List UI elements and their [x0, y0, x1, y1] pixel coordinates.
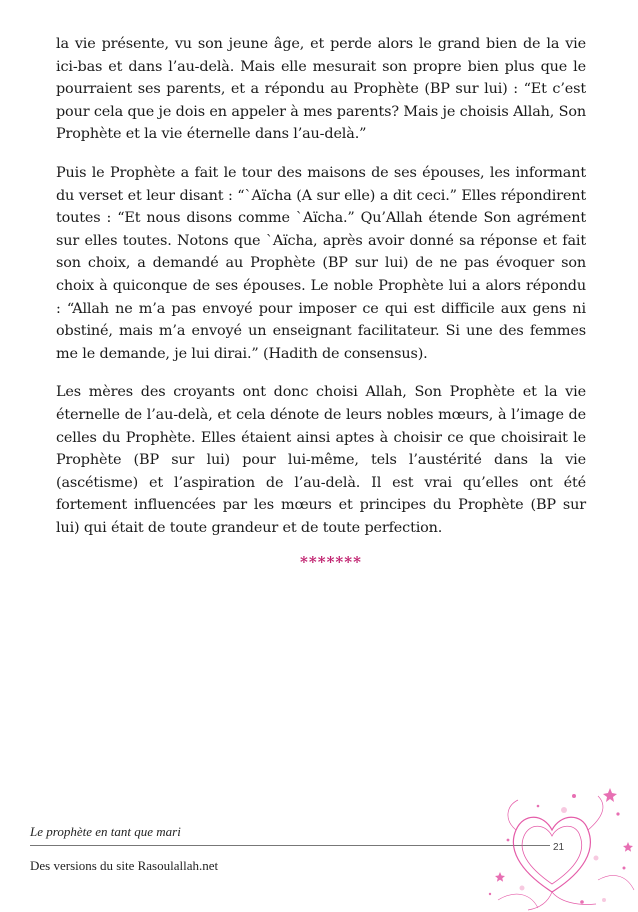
footer-divider [30, 845, 550, 846]
paragraph-1: la vie présente, vu son jeune âge, et perde alors le grand bien de la vie ici-bas et dans l’au-delà. Mais elle mesurait son propre bien plus que le pourraient ses parents, et a répondu au Prophète (BP sur lui) : “Et c’est pour cela que je dois en appeler à mes parents? Mais je choisis Allah, Son Prophète et la vie éternelle dans l’au-delà.” [56, 36, 586, 143]
section-separator: ******* [300, 553, 362, 572]
paragraph-2: Puis le Prophète a fait le tour des maisons de ses épouses, les informant du verset et leur disant : “`Aïcha (A sur elle) a dit ceci.” Elles répondirent toutes : “Et nous disons comme `Aïcha.” Qu’Allah étende Son agrément sur elles toutes. Notons que `Aïcha, après avoir donné sa réponse et fait son choix, a demandé au Prophète (BP sur lui) de ne pas évoquer son choix à quiconque de ses épouses. Le noble Prophète lui a alors répondu : “Allah ne m’a pas envoyé pour imposer ce qui est difficile aux gens ni obstiné, mais m’a envoyé un enseignant facilitateur. Si une des femmes me le demande, je lui dirai.” (Hadith de consensus). [56, 164, 586, 362]
page-number: 21 [553, 842, 565, 853]
footer-book-title: Le prophète en tant que mari [30, 824, 181, 839]
paragraph-3: Les mères des croyants ont donc choisi Allah, Son Prophète et la vie éternelle de l’au-delà, et cela dénote de leurs nobles mœurs, à l’image de celles du Prophète. Elles étaient ainsi aptes à choisir ce que choisirait le Prophète (BP sur lui) pour lui-même, tels l’austérité dans la vie (ascétisme) et l’aspiration de l’au-delà. Il est vrai qu’elles ont été fortement influencées par les mœurs et principes du Prophète (BP sur lui) qui était de toute grandeur et de toute perfection. [56, 384, 586, 536]
pink-heart-ornament-icon [478, 770, 638, 912]
page-body [56, 33, 586, 571]
footer-source: Des versions du site Rasoulallah.net [30, 858, 219, 873]
